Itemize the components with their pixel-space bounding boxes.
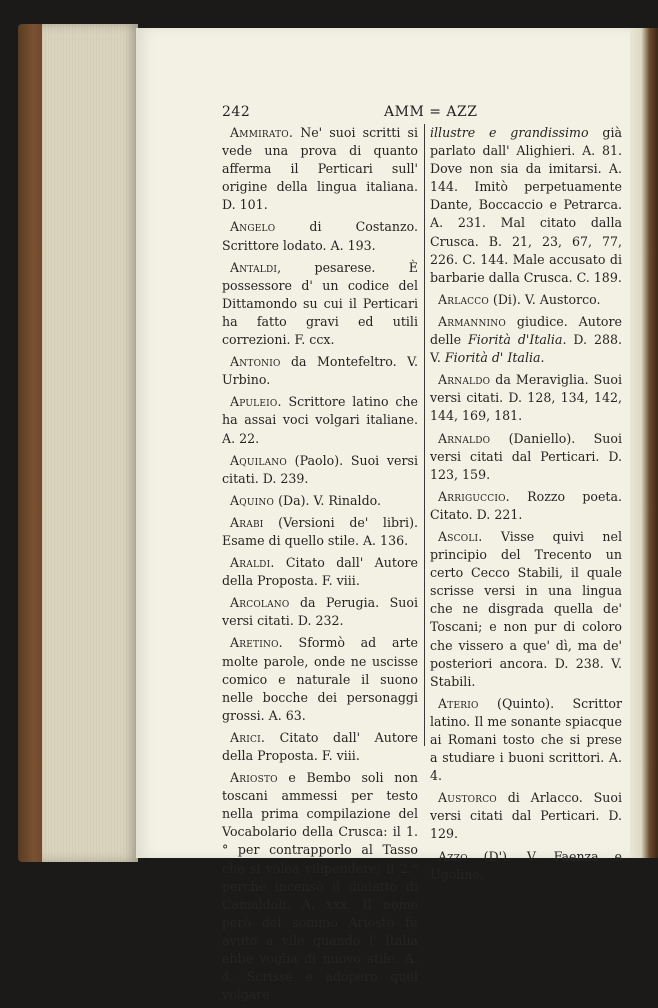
entry-text: (Quinto). Scrittor latino. Il me sonante spiacque ai Romani tosto che si prese a studiare i buoni scrittori. A. 4. (430, 695, 622, 784)
index-entry (222, 769, 418, 1004)
index-entry (430, 313, 622, 367)
continuation-italic: illustre e grandissimo (430, 125, 589, 140)
entry-headword: Arlacco (438, 291, 489, 307)
index-entry (222, 554, 418, 590)
entry-headword: Arcolano (230, 595, 290, 611)
entry-text: Sformò ad arte molte parole, onde ne uscisse comico e naturale il suono nelle bocche dei personaggi grossi. A. 63. (222, 635, 418, 723)
entry-text: da Meraviglia. Suoi versi citati. D. 128, 134, 142, 144, 169, 181. (430, 372, 622, 424)
index-entry (222, 452, 418, 488)
entry-text: Citato dall' Autore della Proposta. F. viii. (222, 555, 418, 589)
index-entry (222, 514, 418, 550)
entry-italic: Fiorità d'Italia (467, 332, 563, 348)
entry-headword: Aterio (438, 695, 479, 711)
index-entry (222, 218, 418, 254)
page-number: 242 (222, 104, 251, 120)
entry-text: (Daniello). Suoi versi citati dal Perticari. D. 123, 159. (430, 430, 622, 482)
entry-text: di Costanzo. Scrittore lodato. A. 193. (222, 219, 418, 253)
index-entry (430, 430, 622, 484)
entry-text: Scrittore latino che ha assai voci volgari italiane. A. 22. (222, 394, 418, 446)
index-entry (222, 729, 418, 765)
right-column (430, 124, 622, 888)
entry-headword: Azzo (438, 848, 468, 864)
index-entry (430, 789, 622, 843)
continuation-entry (430, 124, 622, 287)
entry-headword: Ammirato. (230, 125, 294, 140)
entry-text: (Versioni de' libri). Esame di quello stile. A. 136. (222, 514, 418, 548)
index-entry (222, 492, 418, 510)
entry-headword: Aquino (230, 492, 275, 508)
index-entry (430, 848, 622, 884)
entry-text: Rozzo poeta. Citato. D. 221. (430, 488, 622, 522)
entry-text: e Bembo soli non toscani ammessi per testo nella prima compilazione del Vocabolario della Crusca: il 1.° per contrapporlo al Tasso che si volea vilipendere; il 2.° perchè incensò il dialetto di Camaldoli. A. xxx. Il nome però del sommo Ariosto fu avuto a vile quando l' Italia ebbe voglia di nuovo stile. A. 4. Scrisse e adoperò quel volgare (222, 770, 418, 1003)
entry-text: (Di). V. Austorco. (488, 291, 601, 307)
entry-text: di Arlacco. Suoi versi citati dal Perticari. D. 129. (430, 790, 622, 842)
entry-headword: Arici. (230, 729, 266, 745)
entry-headword: Ascoli. (438, 528, 483, 544)
entry-headword: Antaldi (230, 259, 278, 275)
entry-text: giudice. Autore delle (430, 313, 622, 348)
index-entry (430, 488, 622, 524)
entry-headword: Arnaldo (438, 372, 491, 388)
index-entry (222, 124, 418, 214)
entry-headword: Angelo (230, 219, 276, 235)
page-edges (42, 24, 138, 862)
entry-headword: Aretino. (230, 635, 283, 651)
entry-headword: Arriguccio. (438, 488, 510, 504)
index-entry (430, 371, 622, 425)
entry-text: . D. 288. V. (430, 332, 622, 366)
entry-text: (D'). V. Faenza e Ugolino. (430, 848, 622, 882)
index-entry (430, 528, 622, 691)
entry-headword: Arnaldo (438, 430, 491, 446)
entry-headword: Ariosto (230, 770, 278, 786)
entry-text: (Paolo). Suoi versi citati. D. 239. (222, 452, 418, 486)
index-entry (430, 291, 622, 309)
entry-text: , pesarese. È possessore d' un codice del Dittamondo su cui il Perticari ha fatto gravi ed utili correzioni. F. ccx. (222, 259, 418, 348)
entry-text: Visse quivi nel principio del Trecento un certo Cecco Stabili, il quale scrisse versi in una lingua che ne disgrada quella de' Toscani; e non pur di coloro che vissero a que' dì, ma de' posteriori ancora. D. 238. V. Stabili. (430, 528, 622, 689)
entry-text: da Montefeltro. V. Urbino. (222, 354, 418, 388)
entry-headword: Apuleio. (230, 394, 282, 410)
column-rule (424, 124, 425, 746)
index-entry (222, 594, 418, 630)
right-entries (430, 371, 622, 884)
index-entry (222, 259, 418, 349)
running-header: AMM = AZZ (384, 104, 478, 120)
index-entry (430, 695, 622, 785)
entry-headword: Antonio (230, 354, 281, 370)
index-entry (222, 353, 418, 389)
entry-italic: Fiorità d' Italia (444, 350, 541, 366)
index-entry (222, 393, 418, 447)
entry-headword: Araldi. (230, 555, 275, 571)
entry-text: da Perugia. Suoi versi citati. D. 232. (222, 595, 418, 629)
entry-text: (Da). V. Rinaldo. (274, 492, 382, 508)
entry-text: . (540, 350, 545, 366)
continuation-text: già parlato dall' Alighieri. A. 81. Dove non sia da imitarsi. A. 144. Imitò perpetuamente Dante, Boccaccio e Petrarca. A. 231. Mal citato dalla Crusca. B. 21, 23, 67, 77, 226. C. 144. Male accusato di barbarie dalla Crusca. C. 189. (430, 125, 623, 285)
entry-headword: Austorco (438, 790, 497, 806)
entry-headword: Arabi (230, 514, 264, 530)
entry-headword: Aquilano (230, 452, 287, 468)
left-column (222, 124, 418, 1008)
entry-text: Ne' suoi scritti si vede una prova di quanto afferma il Perticari sull' origine della lingua italiana. D. 101. (222, 125, 418, 213)
facing-page-edge (630, 28, 658, 858)
index-entry (222, 634, 418, 724)
entry-headword: Armannino (438, 313, 506, 329)
entry-text: Citato dall' Autore della Proposta. F. viii. (222, 729, 418, 763)
